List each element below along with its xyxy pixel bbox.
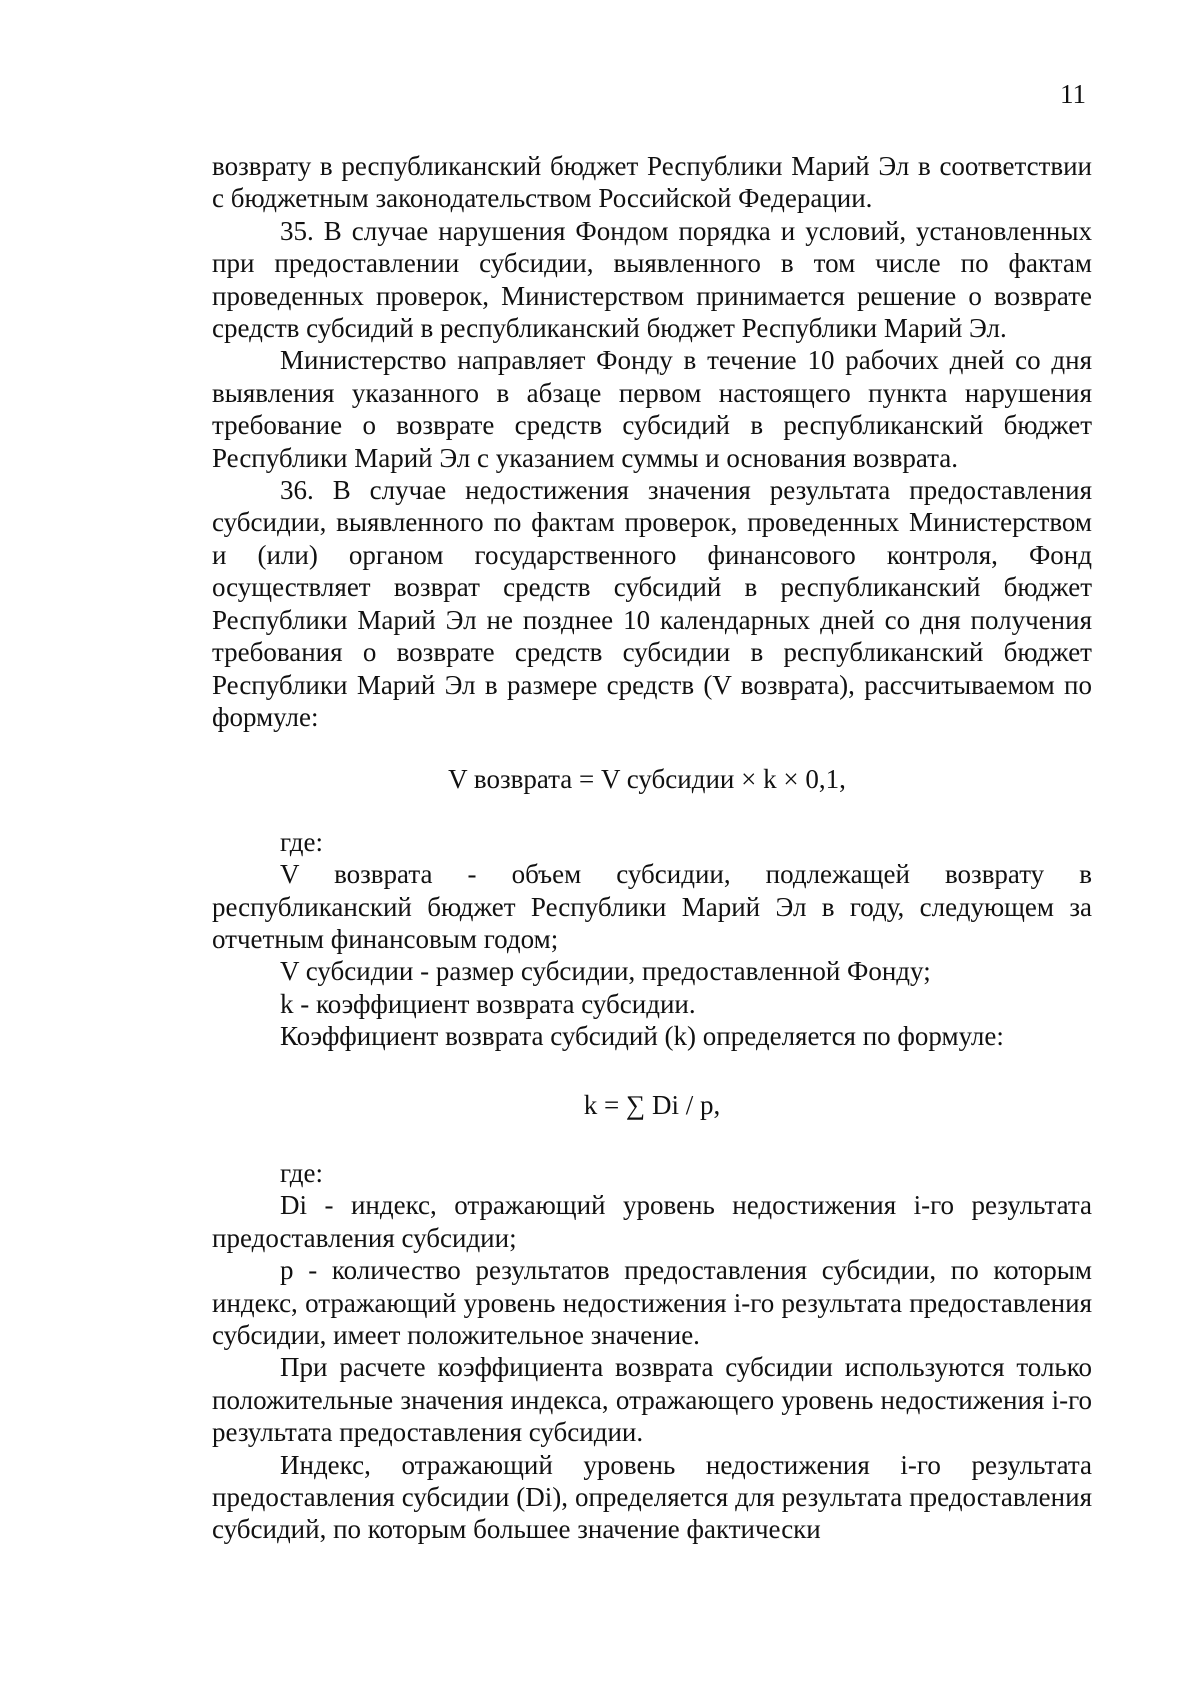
paragraph-index-di: Индекс, отражающий уровень недостижения i-го результата предоставления субсидии (Di), определяется для результата предоставления субсидий, по которым большее значение фактически [212,1449,1092,1545]
paragraph-def-di: Di - индекс, отражающий уровень недостижения i-го результата предоставления субсидии; [212,1190,1092,1253]
document-body [212,150,1092,1546]
page-number: 11 [1060,79,1086,109]
paragraph-continuation: возврату в республиканский бюджет Республики Марий Эл в соответствии с бюджетным законодательством Российской Федерации. [212,151,1092,214]
paragraph-ministry-notice: Министерство направляет Фонду в течение 10 рабочих дней со дня выявления указанного в абзаце первом настоящего пункта нарушения требование о возврате средств субсидий в республиканский бюджет Республики Марий Эл с указанием суммы и основания возврата. [212,345,1092,473]
paragraph-where-2: где: [280,1157,323,1188]
paragraph-def-v-return: V возврата - объем субсидии, подлежащей возврату в республиканский бюджет Республики Марий Эл в году, следующем за отчетным финансовым годом; [212,859,1092,954]
formula-v-return: V возврата = V субсидии × k × 0,1, [448,764,846,795]
paragraph-clause-35: 35. В случае нарушения Фондом порядка и условий, установленных при предоставлении субсидии, выявленного в том числе по фактам проведенных проверок, Министерством принимается решение о возврате средств субсидий в республиканский бюджет Республики Марий Эл. [212,215,1092,344]
paragraph-where-1: где: [280,826,323,857]
paragraph-k-formula-intro: Коэффициент возврата субсидий (k) определяется по формуле: [280,1021,1004,1052]
paragraph-clause-36: 36. В случае недостижения значения результата предоставления субсидии, выявленного по фактам проверок, проведенных Министерством и (или) органом государственного финансового контроля, Фонд осуществляет возврат средств субсидий в республиканский бюджет Республики Марий Эл не позднее 10 календарных дней со дня получения требования о возврате средств субсидии в республиканский бюджет Республики Марий Эл в размере средств (V возврата), рассчитываемом по формуле: [212,475,1092,732]
formula-k-coefficient: k = ∑ Di / p, [583,1089,721,1120]
paragraph-def-k: k - коэффициент возврата субсидии. [280,988,696,1019]
paragraph-positive-values: При расчете коэффициента возврата субсидии используются только положительные значения индекса, отражающего уровень недостижения i-го результата предоставления субсидии. [212,1352,1092,1448]
paragraph-def-p: p - количество результатов предоставления субсидии, по которым индекс, отражающий уровень недостижения i-го результата предоставления субсидии, имеет положительное значение. [212,1255,1092,1350]
paragraph-def-v-subsidy: V субсидии - размер субсидии, предоставленной Фонду; [280,956,931,987]
